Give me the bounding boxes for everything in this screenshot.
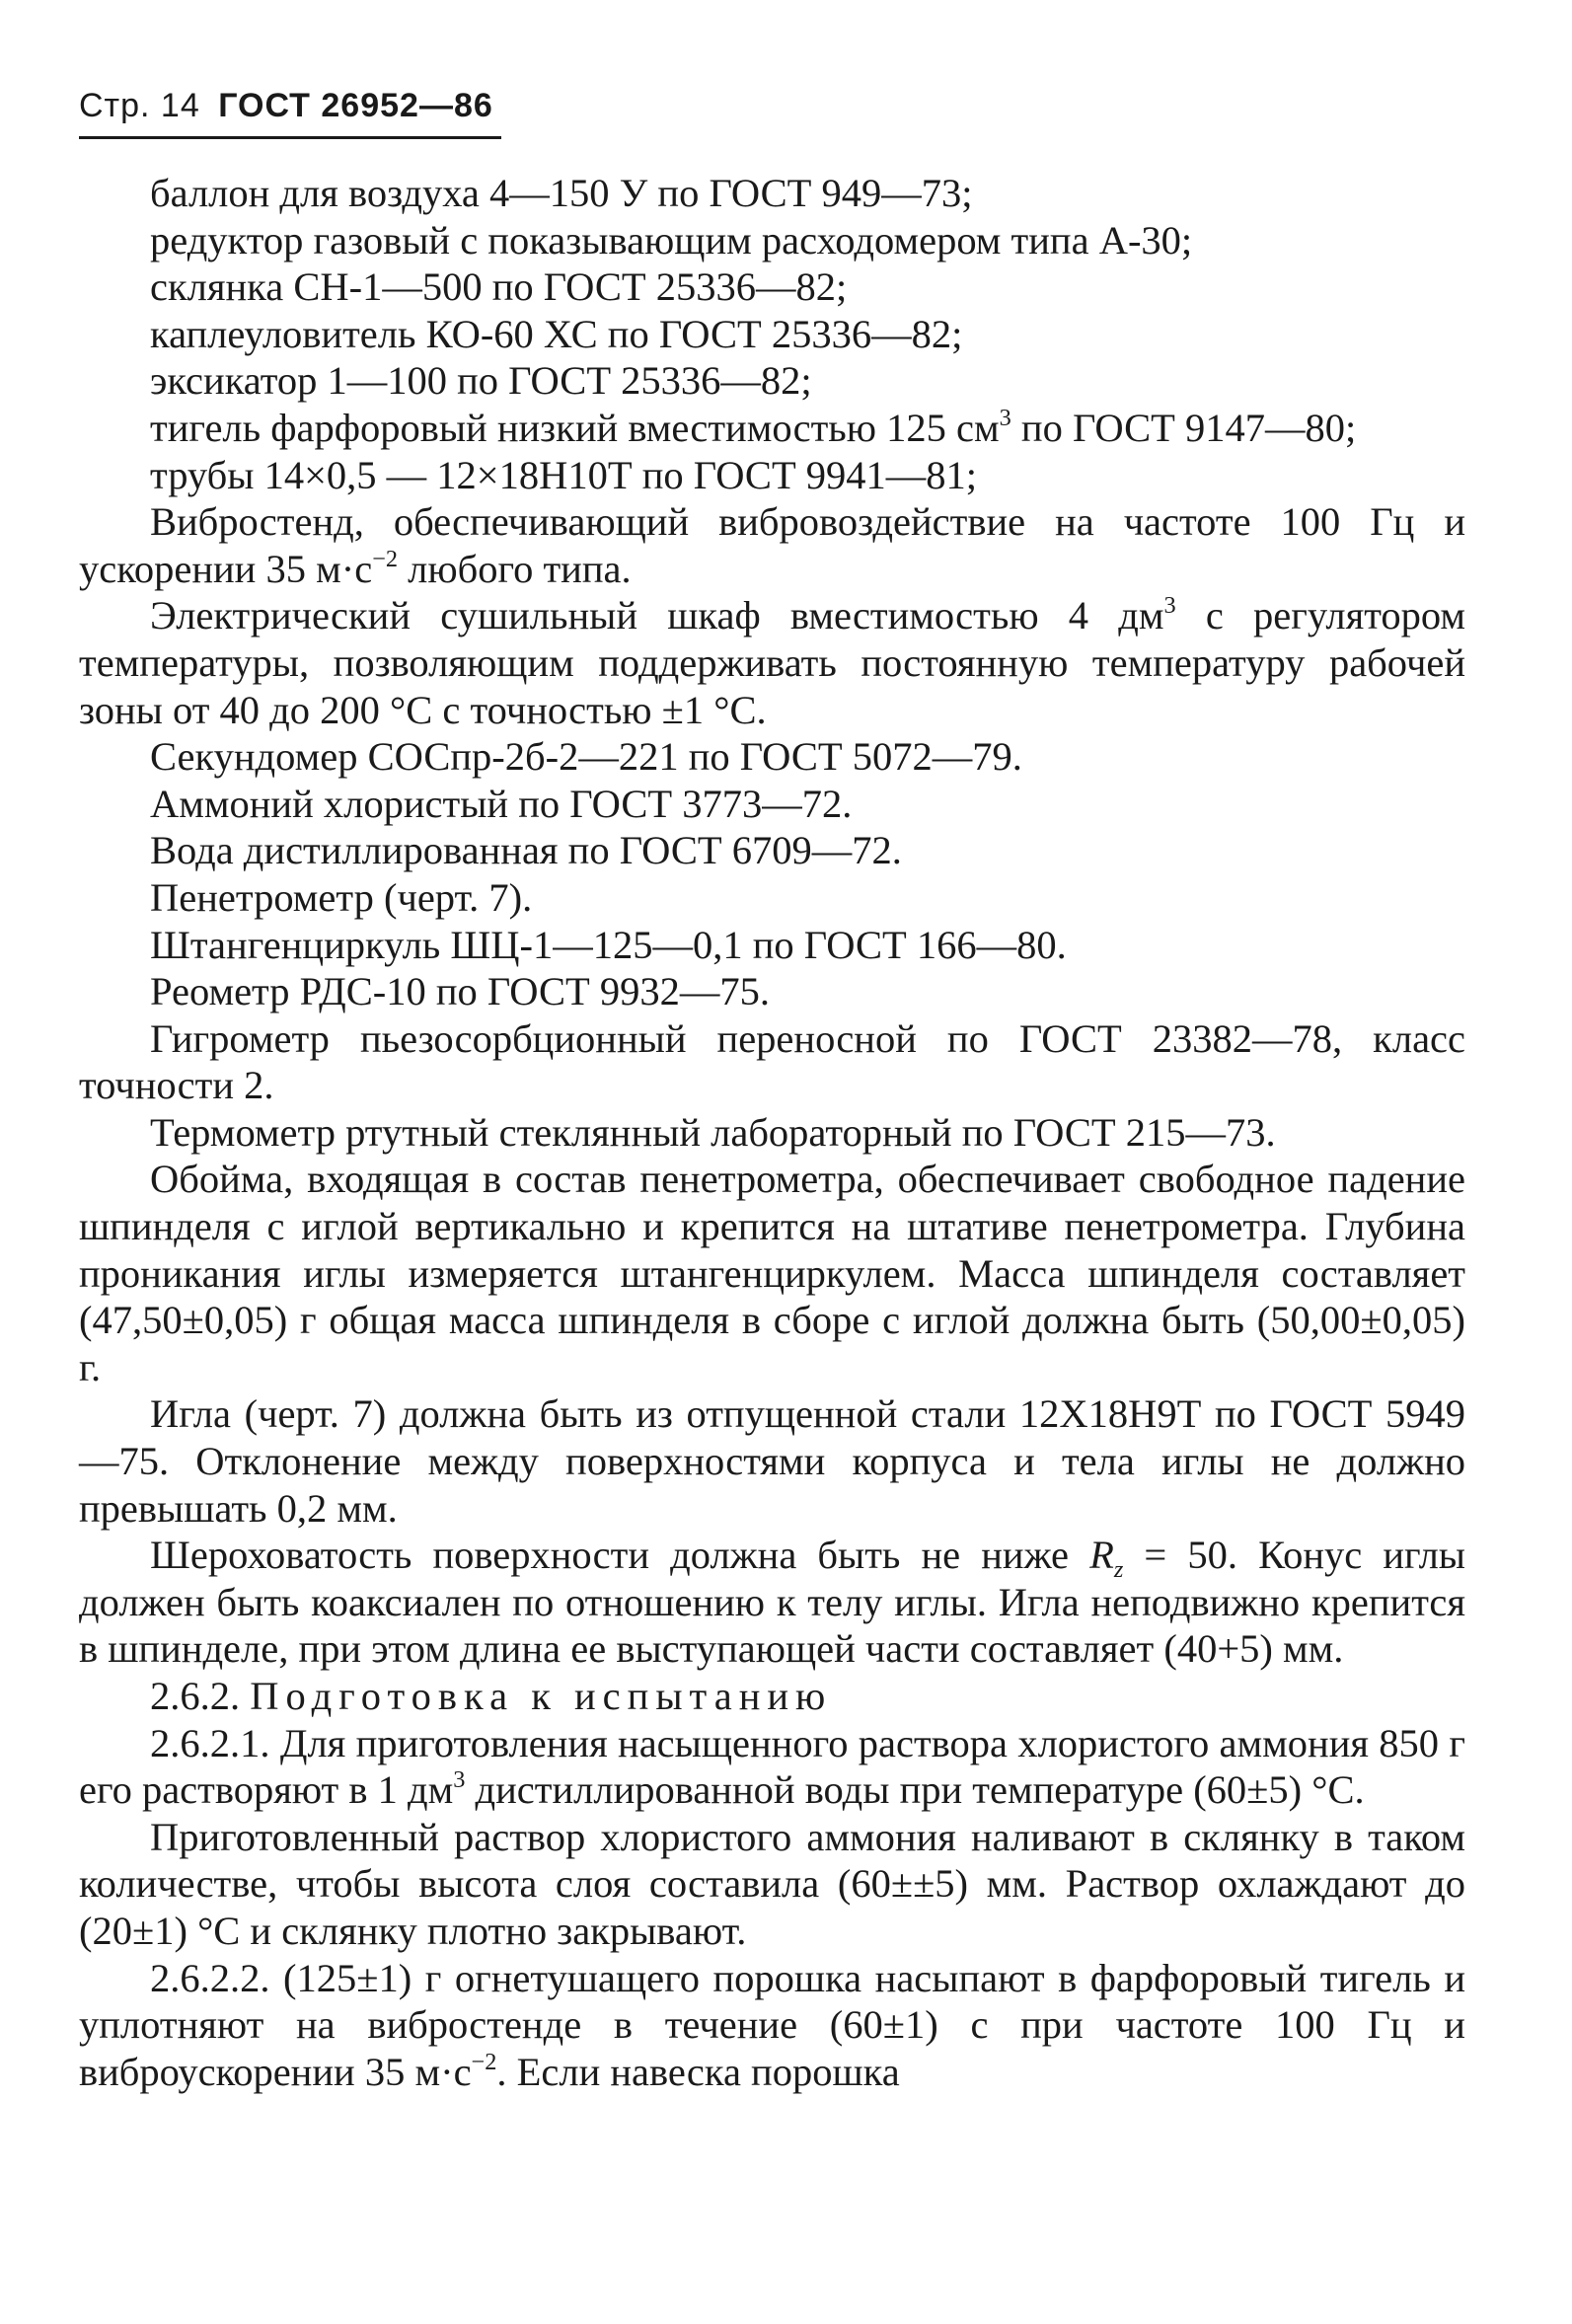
section-title: Подготовка к испытанию bbox=[250, 1674, 833, 1718]
paragraph-solution-preparation: 2.6.2.1. Для приготовления насыщенного раствора хлористого аммония 850 г его растворяют в 1 $дм^3$ дистиллированной воды при температуре (60±5) °С. bbox=[79, 1720, 1465, 1813]
equipment-item-flask: склянка СН-1—500 по ГОСТ 25336—82; bbox=[150, 264, 848, 310]
paragraph-surface-roughness: Шероховатость поверхности должна быть не ниже $R_z = 50$. Конус иглы должен быть коаксиален по отношению к телу иглы. Игла неподвижно крепится в шпинделе, при этом длина ее выступающей части составляет (40+5) мм. bbox=[79, 1533, 1465, 1672]
equipment-item-hygrometer: Гигрометр пьезосорбционный переносной по ГОСТ 23382—78, класс точности 2. bbox=[79, 1015, 1465, 1108]
equipment-item-rheometer: Реометр РДС-10 по ГОСТ 9932—75. bbox=[150, 969, 771, 1014]
equipment-item-gas-reducer: редуктор газовый с показывающим расходомером типа А-30; bbox=[150, 217, 1193, 262]
equipment-item-ammonium-chloride: Аммоний хлористый по ГОСТ 3773—72. bbox=[150, 781, 853, 826]
equipment-item-drop-catcher: каплеуловитель КО-60 ХС по ГОСТ 25336—82; bbox=[150, 311, 963, 356]
equipment-item-desiccator: эксикатор 1—100 по ГОСТ 25336—82; bbox=[150, 358, 812, 404]
equipment-item-thermometer: Термометр ртутный стеклянный лабораторный по ГОСТ 215—73. bbox=[150, 1109, 1276, 1155]
page-header bbox=[79, 87, 493, 125]
equipment-item-air-cylinder: баллон для воздуха 4—150 У по ГОСТ 949—73; bbox=[150, 171, 973, 215]
page-number: Стр. 14 bbox=[79, 87, 200, 124]
equipment-item-stopwatch: Секундомер СОСпр-2б-2—221 по ГОСТ 5072—79. bbox=[150, 734, 1022, 780]
equipment-item-drying-cabinet: Электрический сушильный шкаф вместимостью 4 $дм^3$ с регулятором температуры, позволяющим поддерживать постоянную температуру рабочей зоны от 40 до 200 °С с точностью ±1 °С. bbox=[79, 592, 1465, 732]
paragraph-holder-description: Обойма, входящая в состав пенетрометра, обеспечивает свободное падение шпинделя с иглой вертикально и крепится на штативе пенетрометра. Глубина проникания иглы измеряется штангенциркулем. Масса шпинделя составляет (47,50±0,05) г общая масса шпинделя в сборе с иглой должна быть (50,00±0,05) г. bbox=[79, 1157, 1465, 1389]
document-body bbox=[79, 170, 1465, 2095]
equipment-item-penetrometer: Пенетрометр (черт. 7). bbox=[150, 874, 533, 920]
equipment-item-vibration-stand: Вибростенд, обеспечивающий вибровоздействие на частоте 100 Гц и ускорении 35 $м\cdot с^{-2}$ любого типа. bbox=[79, 499, 1465, 591]
standard-number: ГОСТ 26952—86 bbox=[218, 87, 493, 124]
equipment-item-distilled-water: Вода дистиллированная по ГОСТ 6709—72. bbox=[150, 828, 902, 873]
equipment-item-tubes: трубы 14×0,5 — 12×18Н10Т по ГОСТ 9941—81; bbox=[150, 452, 978, 497]
section-heading-preparation bbox=[79, 1673, 1465, 1720]
section-number: 2.6.2. bbox=[150, 1674, 241, 1718]
equipment-item-crucible: тигель фарфоровый низкий вместимостью 125 $см^3$ по ГОСТ 9147—80; bbox=[150, 405, 1357, 450]
header-rule bbox=[79, 136, 501, 139]
paragraph-solution-pouring: Приготовленный раствор хлористого аммония наливают в склянку в таком количестве, чтобы высота слоя составила (60±±5) мм. Раствор охлаждают до (20±1) °С и склянку плотно закрывают. bbox=[79, 1814, 1465, 1953]
paragraph-powder-compaction: 2.6.2.2. (125±1) г огнетушащего порошка насыпают в фарфоровый тигель и уплотняют на вибростенде в течение (60±1) с при частоте 100 Гц и виброускорении 35 $м\cdot с^{-2}$. Если навеска порошка bbox=[79, 1955, 1465, 2094]
paragraph-needle-material: Игла (черт. 7) должна быть из отпущенной стали 12Х18Н9Т по ГОСТ 5949—75. Отклонение между поверхностями корпуса и тела иглы не должно превышать 0,2 мм. bbox=[79, 1391, 1465, 1531]
equipment-item-caliper: Штангенциркуль ШЦ-1—125—0,1 по ГОСТ 166—80. bbox=[150, 922, 1067, 967]
roughness-symbol: $R_z$ bbox=[1089, 1533, 1124, 1584]
